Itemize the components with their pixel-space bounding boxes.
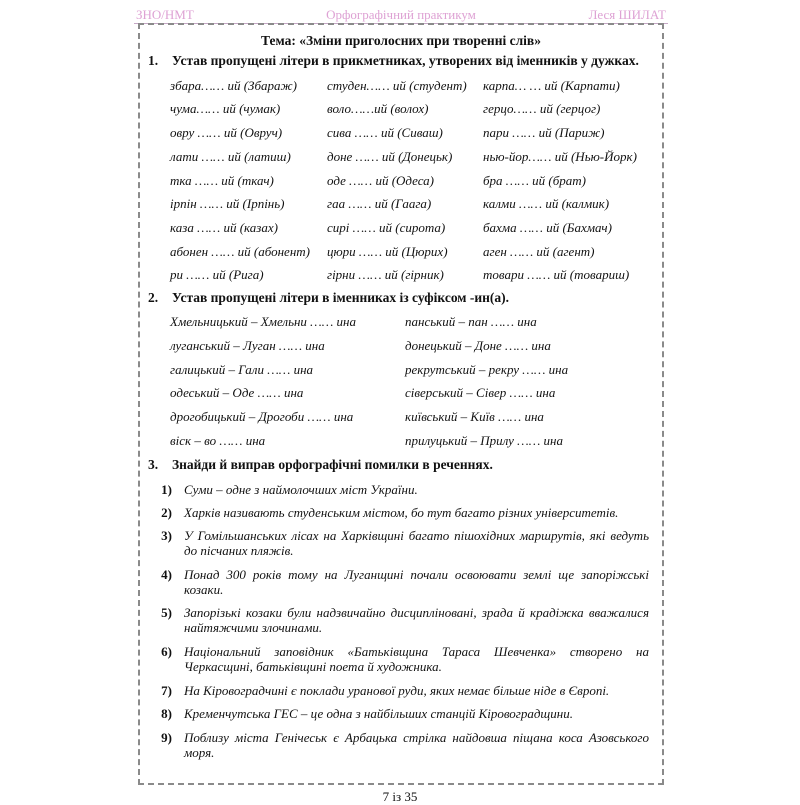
task3-number: 3. — [148, 457, 159, 472]
task1-item: гірни …… ий (гірник) — [327, 267, 444, 282]
task1-item: гаа …… ий (Гаага) — [327, 196, 432, 211]
task1-item: ри …… ий (Рига) — [170, 267, 264, 282]
task1-item: сирі …… ий (сирота) — [327, 220, 446, 235]
task1-item: нью-йор…… ий (Нью-Йорк) — [483, 149, 637, 164]
task2-item: прилуцький – Прилу …… ина — [405, 433, 563, 448]
sentence-text: Запорізькі козаки були надзвичайно дисципліновані, зрада й крадіжка вважалися найтяжчими злочинами. — [184, 605, 649, 635]
task1-number: 1. — [148, 53, 159, 68]
task1-item: доне …… ий (Донецьк) — [327, 149, 453, 164]
page-number: 7 із 35 — [382, 789, 418, 804]
sentence-number: 2) — [161, 505, 172, 520]
header-right: Леся ШИЛАТ — [588, 7, 666, 22]
task1-item: карпа… … ий (Карпати) — [483, 78, 620, 93]
task2-item: донецький – Доне …… ина — [405, 338, 551, 353]
task2-item: київський – Київ …… ина — [405, 409, 544, 424]
task2-item: віск – во …… ина — [170, 433, 266, 448]
task1-item: бра …… ий (брат) — [483, 173, 586, 188]
header-center: Орфографічний практикум — [326, 7, 476, 22]
task1-item: збара…… ий (Збараж) — [170, 78, 297, 93]
task1-item: бахма …… ий (Бахмач) — [483, 220, 612, 235]
task1-item: воло……ий (волох) — [327, 101, 429, 116]
task3-title: Знайди й виправ орфографічні помилки в реченнях. — [172, 457, 493, 472]
task2-heading — [148, 290, 509, 306]
task1-item: калми …… ий (калмик) — [483, 196, 610, 211]
task2-item: Хмельницький – Хмельни …… ина — [170, 314, 356, 329]
task2-item: галицький – Гали …… ина — [170, 362, 314, 377]
sentence-text: Поблизу міста Генічеськ є Арбацька стрілка найдовша піщана коса Азовського моря. — [184, 730, 649, 760]
sentence-text: На Кіровоградчині є поклади уранової руди, яких немає більше ніде в Європі. — [184, 683, 610, 698]
task2-item: сіверський – Сівер …… ина — [405, 385, 556, 400]
task1-item: чума…… ий (чумак) — [170, 101, 281, 116]
sentence-number: 9) — [161, 730, 172, 745]
task1-item: товари …… ий (товариш) — [483, 267, 630, 282]
task1-item: сива …… ий (Сиваш) — [327, 125, 443, 140]
task1-item: аген …… ий (агент) — [483, 244, 595, 259]
task1-item: лати …… ий (латиш) — [170, 149, 291, 164]
task2-item: панський – пан …… ина — [405, 314, 537, 329]
task1-item: ірпін …… ий (Ірпінь) — [170, 196, 285, 211]
task3-heading — [148, 457, 493, 473]
task2-item: одеський – Оде …… ина — [170, 385, 304, 400]
task1-item: пари …… ий (Париж) — [483, 125, 605, 140]
task2-title: Устав пропущені літери в іменниках із суфіксом -ин(а). — [172, 290, 510, 305]
sentence-text: Понад 300 років тому на Луганщині почали освоювати землі ще запоріжські козаки. — [184, 567, 649, 597]
task1-item: цюри …… ий (Цюрих) — [327, 244, 448, 259]
sentence-text: Суми – одне з наймолочших міст України. — [184, 482, 418, 497]
sentence-number: 1) — [161, 482, 172, 497]
sentence-number: 3) — [161, 528, 172, 543]
task1-item: овру …… ий (Овруч) — [170, 125, 283, 140]
sentence-number: 4) — [161, 567, 172, 582]
sentence-text: У Гомільшанських лісах на Харківщині багато пішохідних маршрутів, які ведуть до пісчаних пляжів. — [184, 528, 649, 558]
sentence-text: Харків називають студенським містом, бо тут багато різних університетів. — [184, 505, 619, 520]
task2-number: 2. — [148, 290, 159, 305]
sentence-number: 7) — [161, 683, 172, 698]
sentence-text: Кременчутська ГЕС – це одна з найбільших станцій Кіровоградщини. — [184, 706, 573, 721]
topic-title: Тема: «Зміни приголосних при творенні слів» — [261, 33, 541, 48]
page-header — [134, 5, 668, 24]
sentence-number: 6) — [161, 644, 172, 659]
task1-item: студен…… ий (студент) — [327, 78, 467, 93]
sentence-number: 5) — [161, 605, 172, 620]
task1-item: оде …… ий (Одеса) — [327, 173, 435, 188]
task1-item: герцо…… ий (герцог) — [483, 101, 601, 116]
task2-item: дрогобицький – Дрогоби …… ина — [170, 409, 354, 424]
task2-item: луганський – Луган …… ина — [170, 338, 325, 353]
sentence-text: Національний заповідник «Батьківщина Тараса Шевченка» створено на Черкасщині, батьківщині поета й художника. — [184, 644, 649, 674]
task1-item: тка …… ий (ткач) — [170, 173, 274, 188]
task1-title: Устав пропущені літери в прикметниках, утворених від іменників у дужках. — [172, 53, 639, 68]
task1-heading — [148, 53, 639, 69]
task2-item: рекрутський – рекру …… ина — [405, 362, 569, 377]
sentence-number: 8) — [161, 706, 172, 721]
header-left: ЗНО/НМТ — [136, 7, 194, 22]
task1-item: каза …… ий (казах) — [170, 220, 278, 235]
task1-item: абонен …… ий (абонент) — [170, 244, 310, 259]
